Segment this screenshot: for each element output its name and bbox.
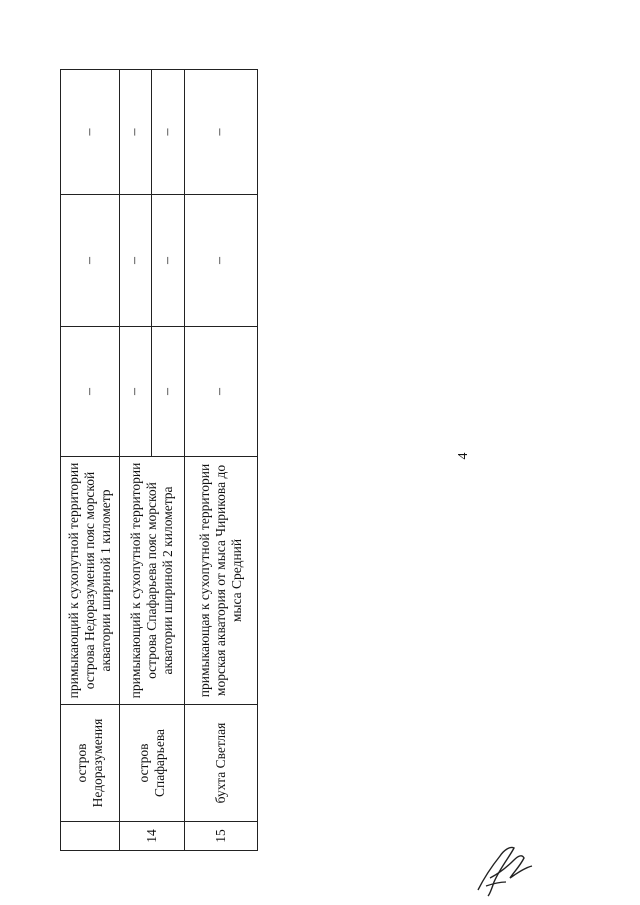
description-cell: примыкающий к сухопутной территории острова Недоразумения пояс морской акватории шириной 1 километр [61,457,120,705]
object-name-cell: остров Недоразумения [61,705,120,822]
value-cell: – [184,195,257,327]
value-cell: – [61,327,120,457]
description-cell: примыкающий к сухопутной территории острова Спафарьева пояс морской акватории шириной 2 километра [120,457,184,705]
object-name-cell: бухта Светлая [184,705,257,822]
description-cell: примыкающая к сухопутной территории морская акватория от мыса Чирикова до мыса Средний [184,457,257,705]
territory-table [60,69,258,851]
page-number: 4 [456,452,471,460]
value-cell: – [184,327,257,457]
table-row [120,70,152,851]
value-cell: – [61,70,120,195]
value-cell: – [152,195,184,327]
value-cell: – [61,195,120,327]
value-cell: – [120,195,152,327]
value-cell: – [152,327,184,457]
value-cell: – [184,70,257,195]
value-cell: – [152,70,184,195]
row-number-cell [61,822,120,851]
value-cell: – [120,327,152,457]
row-number-cell: 15 [184,822,257,851]
value-cell: – [120,70,152,195]
table-row [61,70,120,851]
table-row [184,70,257,851]
signature-icon [470,838,540,898]
row-number-cell: 14 [120,822,184,851]
object-name-cell: остров Спафарьева [120,705,184,822]
